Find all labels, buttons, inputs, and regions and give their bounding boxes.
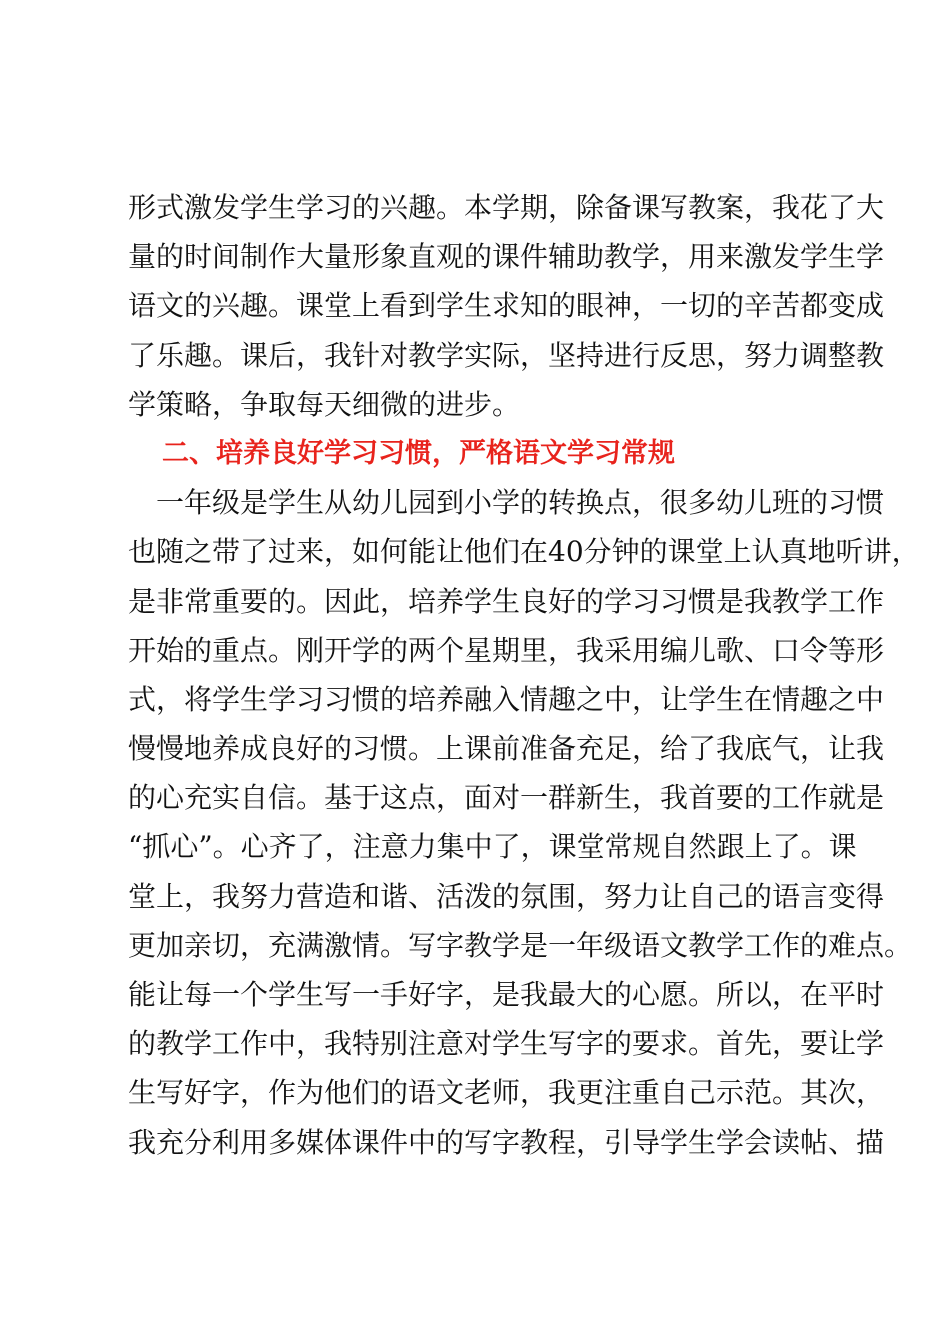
- section-heading: 二、培养良好学习习惯，严格语文学习常规: [162, 437, 675, 469]
- paragraph-line: 生写好字，作为他们的语文老师，我更注重自己示范。其次，: [128, 1076, 885, 1110]
- paragraph-line: 形式激发学生学习的兴趣。本学期，除备课写教案，我花了大: [128, 191, 885, 224]
- paragraph-line: 式，将学生学习习惯的培养融入情趣之中，让学生在情趣之中: [128, 682, 885, 716]
- paragraph-line: 语文的兴趣。课堂上看到学生求知的眼神，一切的辛苦都变成: [128, 289, 885, 323]
- paragraph-line: 堂上，我努力营造和谐、活泼的氛围，努力让自己的语言变得: [128, 879, 885, 913]
- paragraph-line: 一年级是学生从幼儿园到小学的转换点，很多幼儿班的习惯: [156, 486, 885, 520]
- paragraph-line: 我充分利用多媒体课件中的写字教程，引导学生学会读帖、描: [128, 1125, 885, 1159]
- paragraph-line: 开始的重点。刚开学的两个星期里，我采用编儿歌、口令等形: [128, 633, 885, 667]
- paragraph-line: “抓心”。心齐了，注意力集中了，课堂常规自然跟上了。课: [128, 830, 857, 864]
- paragraph-line: 能让每一个学生写一手好字，是我最大的心愿。所以，在平时: [128, 978, 885, 1011]
- document-body: [128, 183, 920, 1167]
- paragraph-line: 的教学工作中，我特别注意对学生写字的要求。首先，要让学: [128, 1027, 885, 1061]
- paragraph-line: 也随之带了过来，如何能让他们在40分钟的课堂上认真地听讲，: [128, 535, 920, 569]
- paragraph-line: 学策略，争取每天细微的进步。: [128, 387, 521, 421]
- paragraph-line: 是非常重要的。因此，培养学生良好的学习习惯是我教学工作: [128, 584, 885, 618]
- paragraph-line: 慢慢地养成良好的习惯。上课前准备充足，给了我底气，让我: [128, 732, 885, 766]
- paragraph-line: 的心充实自信。基于这点，面对一群新生，我首要的工作就是: [128, 781, 885, 815]
- paragraph-line: 更加亲切，充满激情。写字教学是一年级语文教学工作的难点。: [128, 928, 913, 962]
- paragraph-line: 了乐趣。课后，我针对教学实际，坚持进行反思，努力调整教: [128, 338, 885, 372]
- paragraph-line: 量的时间制作大量形象直观的课件辅助教学，用来激发学生学: [128, 240, 885, 274]
